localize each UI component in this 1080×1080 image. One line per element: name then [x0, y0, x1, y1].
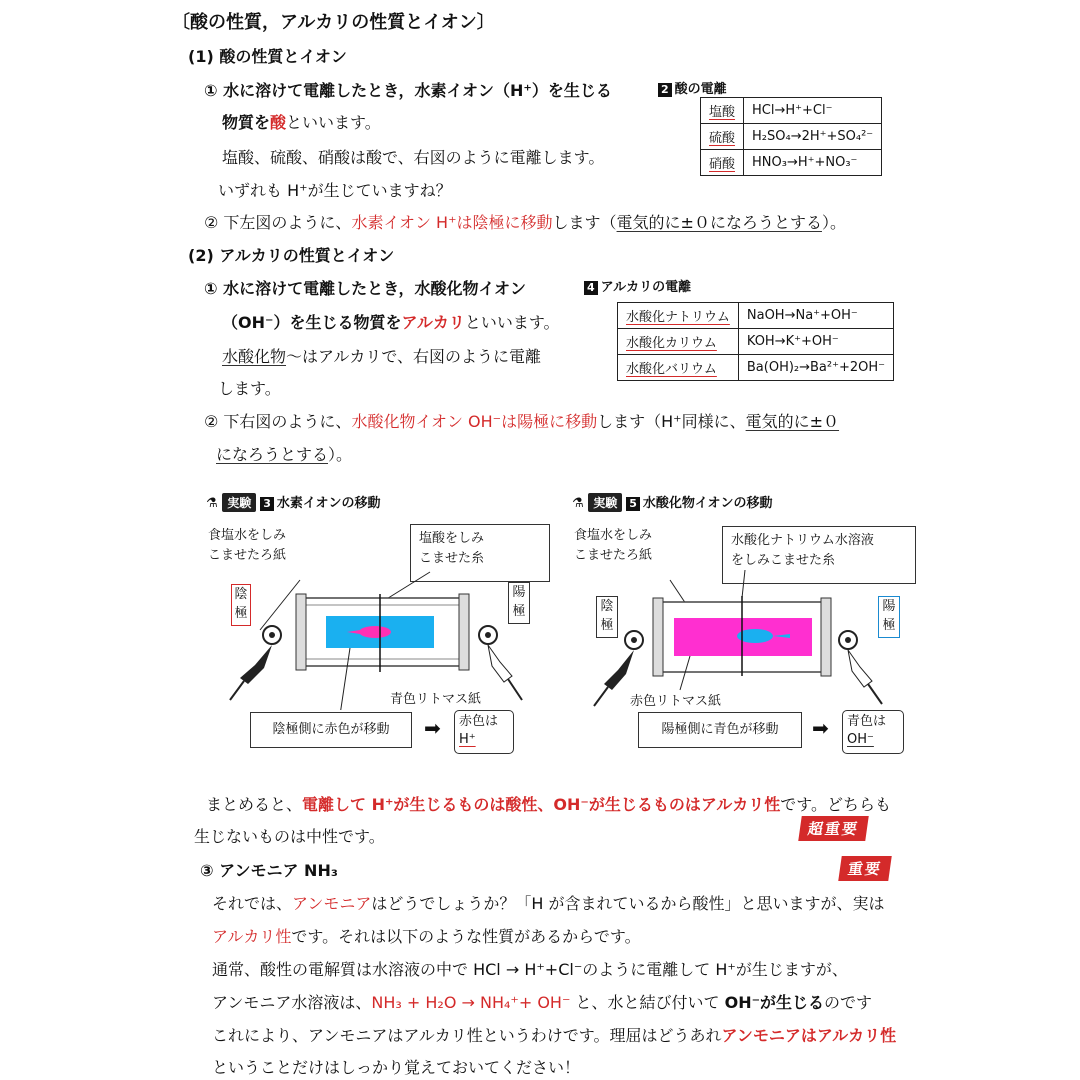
ammonia-l4-c: と、水と結び付いて — [570, 993, 725, 1012]
alkali-ionization-table — [617, 302, 894, 381]
ammonia-heading: ③ アンモニア NH₃ — [200, 861, 338, 880]
wire-left — [594, 687, 608, 706]
alkali-p2-line1 — [204, 409, 839, 432]
alkali-p1-line4: します。 — [218, 379, 281, 398]
acid-p1-line1: ① 水に溶けて電離したとき，水素イオン（H⁺）を生じる — [204, 81, 612, 100]
alkali-p2-d: 電気的に±０ — [745, 412, 840, 431]
ammonia-l5-a: これにより、アンモニアはアルカリ性というわけです。理屈はどうあれ — [212, 1026, 722, 1045]
acid-name: 硫酸 — [701, 124, 744, 150]
exp-right-title: 水酸化物イオンの移動 — [642, 496, 773, 511]
thread-label-line: 塩酸をしみ — [419, 531, 485, 546]
exp-left-badge: 実験 — [222, 493, 256, 512]
acid-equation: HNO₃→H⁺+NO₃⁻ — [744, 150, 882, 176]
alkali-p1-line3 — [222, 344, 541, 367]
alkali-heading: (2) アルカリの性質とイオン — [188, 246, 395, 265]
alkali-p1-line2-c: といいます。 — [464, 313, 560, 332]
thread-label-line: 水酸化ナトリウム水溶液 — [731, 533, 874, 548]
acid-equation: HCl→H⁺+Cl⁻ — [744, 98, 882, 124]
alkali-p2-c: します（H⁺同様に、 — [597, 412, 746, 431]
clip-lead-left — [604, 650, 634, 690]
thread-label-line: をしみこませた糸 — [731, 553, 836, 568]
exp-right-paper-label — [574, 526, 652, 566]
exp-right-litmus-label: 赤色リトマス紙 — [630, 694, 722, 709]
acid-ionization-table — [700, 97, 882, 176]
exp-left-litmus-label: 青色リトマス紙 — [390, 692, 482, 707]
ammonia-l6: ということだけはしっかり覚えておいてください！ — [212, 1058, 581, 1077]
hydroxide-term: 水酸化物 — [222, 347, 287, 366]
exp-right-badge: 実験 — [588, 493, 622, 512]
paper-label-line: 食塩水をしみ — [574, 528, 653, 543]
alkali-p1-line3-b: ～はアルカリで、右図のように電離 — [286, 347, 542, 366]
acid-p2-a: ② 下左図のように、 — [204, 213, 352, 232]
wire-left — [230, 681, 244, 700]
acid-name: 塩酸 — [701, 98, 744, 124]
table-row — [618, 329, 894, 355]
acid-p1-line2-a: 物質を — [222, 113, 271, 132]
ammonia-l2 — [212, 924, 641, 947]
clip-right — [821, 598, 831, 676]
alkali-name: 水酸化ナトリウム — [618, 303, 739, 329]
ammonia-l3: 通常、酸性の電解質は水溶液の中で HCl → H⁺+Cl⁻のように電離して H⁺が生じますが、 — [212, 960, 848, 979]
ammonia-l1-a: それでは、 — [212, 894, 293, 913]
alkali-table-caption — [584, 276, 691, 295]
thread-label-line: こませた糸 — [419, 551, 485, 566]
pointer-line — [385, 572, 430, 600]
alkali-p2-line2 — [216, 442, 352, 465]
exp-right-result: 陽極側に青色が移動 — [638, 712, 802, 748]
acid-p2-e: ）。 — [821, 213, 846, 232]
acid-p1-line4: いずれも H⁺が生じていますね？ — [218, 181, 452, 200]
ammonia-l1-c: はどうでしょうか？「H が含まれているから酸性」と思いますが、実は — [371, 894, 885, 913]
ammonia-l5 — [212, 1023, 896, 1046]
exp-left-result: 陰極側に赤色が移動 — [250, 712, 412, 748]
super-important-stamp: 超重要 — [798, 816, 869, 841]
cathode-char: 極 — [234, 606, 248, 621]
acid-p1-line3: 塩酸、硫酸、硝酸は酸で、右図のように電離します。 — [222, 148, 605, 167]
wire-right — [508, 679, 522, 700]
acid-heading: (1) 酸の性質とイオン — [188, 47, 347, 66]
alkali-name: 水酸化バリウム — [618, 355, 739, 381]
conclusion-ion: H⁺ — [459, 732, 476, 747]
clip-lead-right — [848, 650, 872, 687]
alkali-p2-b: 水酸化物イオン OH⁻は陽極に移動 — [351, 412, 598, 431]
paper-label-line: 食塩水をしみ — [208, 528, 287, 543]
exp-left-header — [206, 492, 380, 512]
flask-icon: ⚗ — [572, 496, 584, 511]
table-row — [701, 124, 882, 150]
exp-right-conclusion — [842, 710, 904, 754]
alkali-equation: KOH→K⁺+OH⁻ — [738, 329, 893, 355]
oh-generated: OH⁻が生じる — [724, 993, 825, 1012]
acid-p2-b: 水素イオン H⁺は陰極に移動 — [351, 213, 553, 232]
red-spot — [359, 626, 391, 638]
electrode-left-center — [631, 637, 637, 643]
electrode-right-center — [485, 632, 491, 638]
exp-right-tag: 5 — [626, 497, 640, 511]
arrow-right-icon: ➡ — [424, 716, 441, 740]
cathode-char: 陰 — [600, 599, 614, 614]
acid-p1-line2-c: といいます。 — [286, 113, 381, 132]
section-title: 〔酸の性質，アルカリの性質とイオン〕 — [172, 12, 495, 33]
clip-lead-left — [240, 645, 272, 684]
acid-equation: H₂SO₄→2H⁺+SO₄²⁻ — [744, 124, 882, 150]
summary-a: まとめると、 — [206, 795, 303, 814]
exp-right-apparatus — [580, 570, 900, 710]
anode-char: 極 — [512, 604, 526, 619]
ammonia-l1 — [212, 891, 885, 914]
cathode-char: 陰 — [234, 587, 248, 602]
ammonia-l4-e: のです — [824, 993, 873, 1012]
alkaline-term: アルカリ性 — [212, 927, 292, 946]
arrow-right-icon: ➡ — [812, 716, 829, 740]
ammonia-l4-a: アンモニア水溶液は、 — [212, 993, 372, 1012]
acid-table-caption — [658, 78, 727, 97]
exp-left-tag: 3 — [260, 497, 274, 511]
summary-line2: 生じないものは中性です。 — [194, 827, 385, 846]
conclusion-line: 赤色は — [459, 714, 499, 729]
conclusion-line: 青色は — [847, 714, 887, 729]
alkali-term: アルカリ — [401, 313, 465, 332]
acid-p1-line2 — [222, 110, 381, 133]
clip-left — [653, 598, 663, 676]
acid-term: 酸 — [270, 113, 287, 132]
pointer-line — [742, 570, 745, 598]
important-stamp: 重要 — [838, 856, 892, 881]
exp-left-apparatus — [200, 560, 540, 710]
alkali-table-title: アルカリの電離 — [600, 280, 692, 295]
wire-right — [868, 684, 882, 704]
flask-icon: ⚗ — [206, 496, 218, 511]
alkali-p1-line2 — [222, 310, 560, 333]
clip-right — [459, 594, 469, 670]
ammonia-l2-b: です。それは以下のような性質があるからです。 — [291, 927, 641, 946]
acid-table-title: 酸の電離 — [674, 82, 727, 97]
alkali-p1-line1: ① 水に溶けて電離したとき，水酸化物イオン — [204, 279, 526, 298]
anode-char: 陽 — [882, 599, 896, 614]
ammonia-l4 — [212, 990, 872, 1013]
alkali-p2-line2-end: ）。 — [328, 445, 353, 464]
exp-left-title: 水素イオンの移動 — [276, 496, 381, 511]
ammonia-equation: NH₃ + H₂O → NH₄⁺+ OH⁻ — [371, 993, 571, 1012]
summary-line1 — [206, 792, 891, 815]
alkali-equation: NaOH→Na⁺+OH⁻ — [738, 303, 893, 329]
acid-name: 硝酸 — [701, 150, 744, 176]
electrode-right-center — [845, 637, 851, 643]
table-row — [618, 355, 894, 381]
electrode-left-center — [269, 632, 275, 638]
alkali-p2-line2-text: になろうとする — [216, 445, 329, 464]
paper-label-line: こませたろ紙 — [574, 548, 653, 563]
alkali-equation: Ba(OH)₂→Ba²⁺+2OH⁻ — [738, 355, 893, 381]
table-row — [618, 303, 894, 329]
pointer-line — [260, 580, 300, 630]
acid-table-tag: 2 — [658, 83, 672, 97]
cathode-char: 極 — [600, 618, 614, 633]
summary-c: です。どちらも — [780, 795, 891, 814]
table-row — [701, 150, 882, 176]
acid-p2-d: 電気的に±０になろうとする — [616, 213, 822, 232]
conclusion-ion: OH⁻ — [847, 732, 874, 747]
summary-key: 電離して H⁺が生じるものは酸性、OH⁻が生じるものはアルカリ性 — [302, 795, 781, 814]
clip-left — [296, 594, 306, 670]
alkali-p1-line2-a: （OH⁻）を生じる物質を — [222, 313, 402, 332]
paper-label-line: こませたろ紙 — [208, 548, 287, 563]
table-row — [701, 98, 882, 124]
alkali-p2-a: ② 下右図のように、 — [204, 412, 352, 431]
acid-p2 — [204, 210, 846, 233]
anode-char: 陽 — [512, 585, 526, 600]
anode-char: 極 — [882, 618, 896, 633]
acid-p2-c: します（ — [552, 213, 617, 232]
alkali-name: 水酸化カリウム — [618, 329, 739, 355]
exp-left-conclusion — [454, 710, 514, 754]
clip-lead-right — [488, 645, 512, 682]
alkali-table-tag: 4 — [584, 281, 598, 295]
ammonia-key: アンモニアはアルカリ性 — [721, 1026, 897, 1045]
exp-right-header — [572, 492, 772, 512]
ammonia-term: アンモニア — [292, 894, 372, 913]
